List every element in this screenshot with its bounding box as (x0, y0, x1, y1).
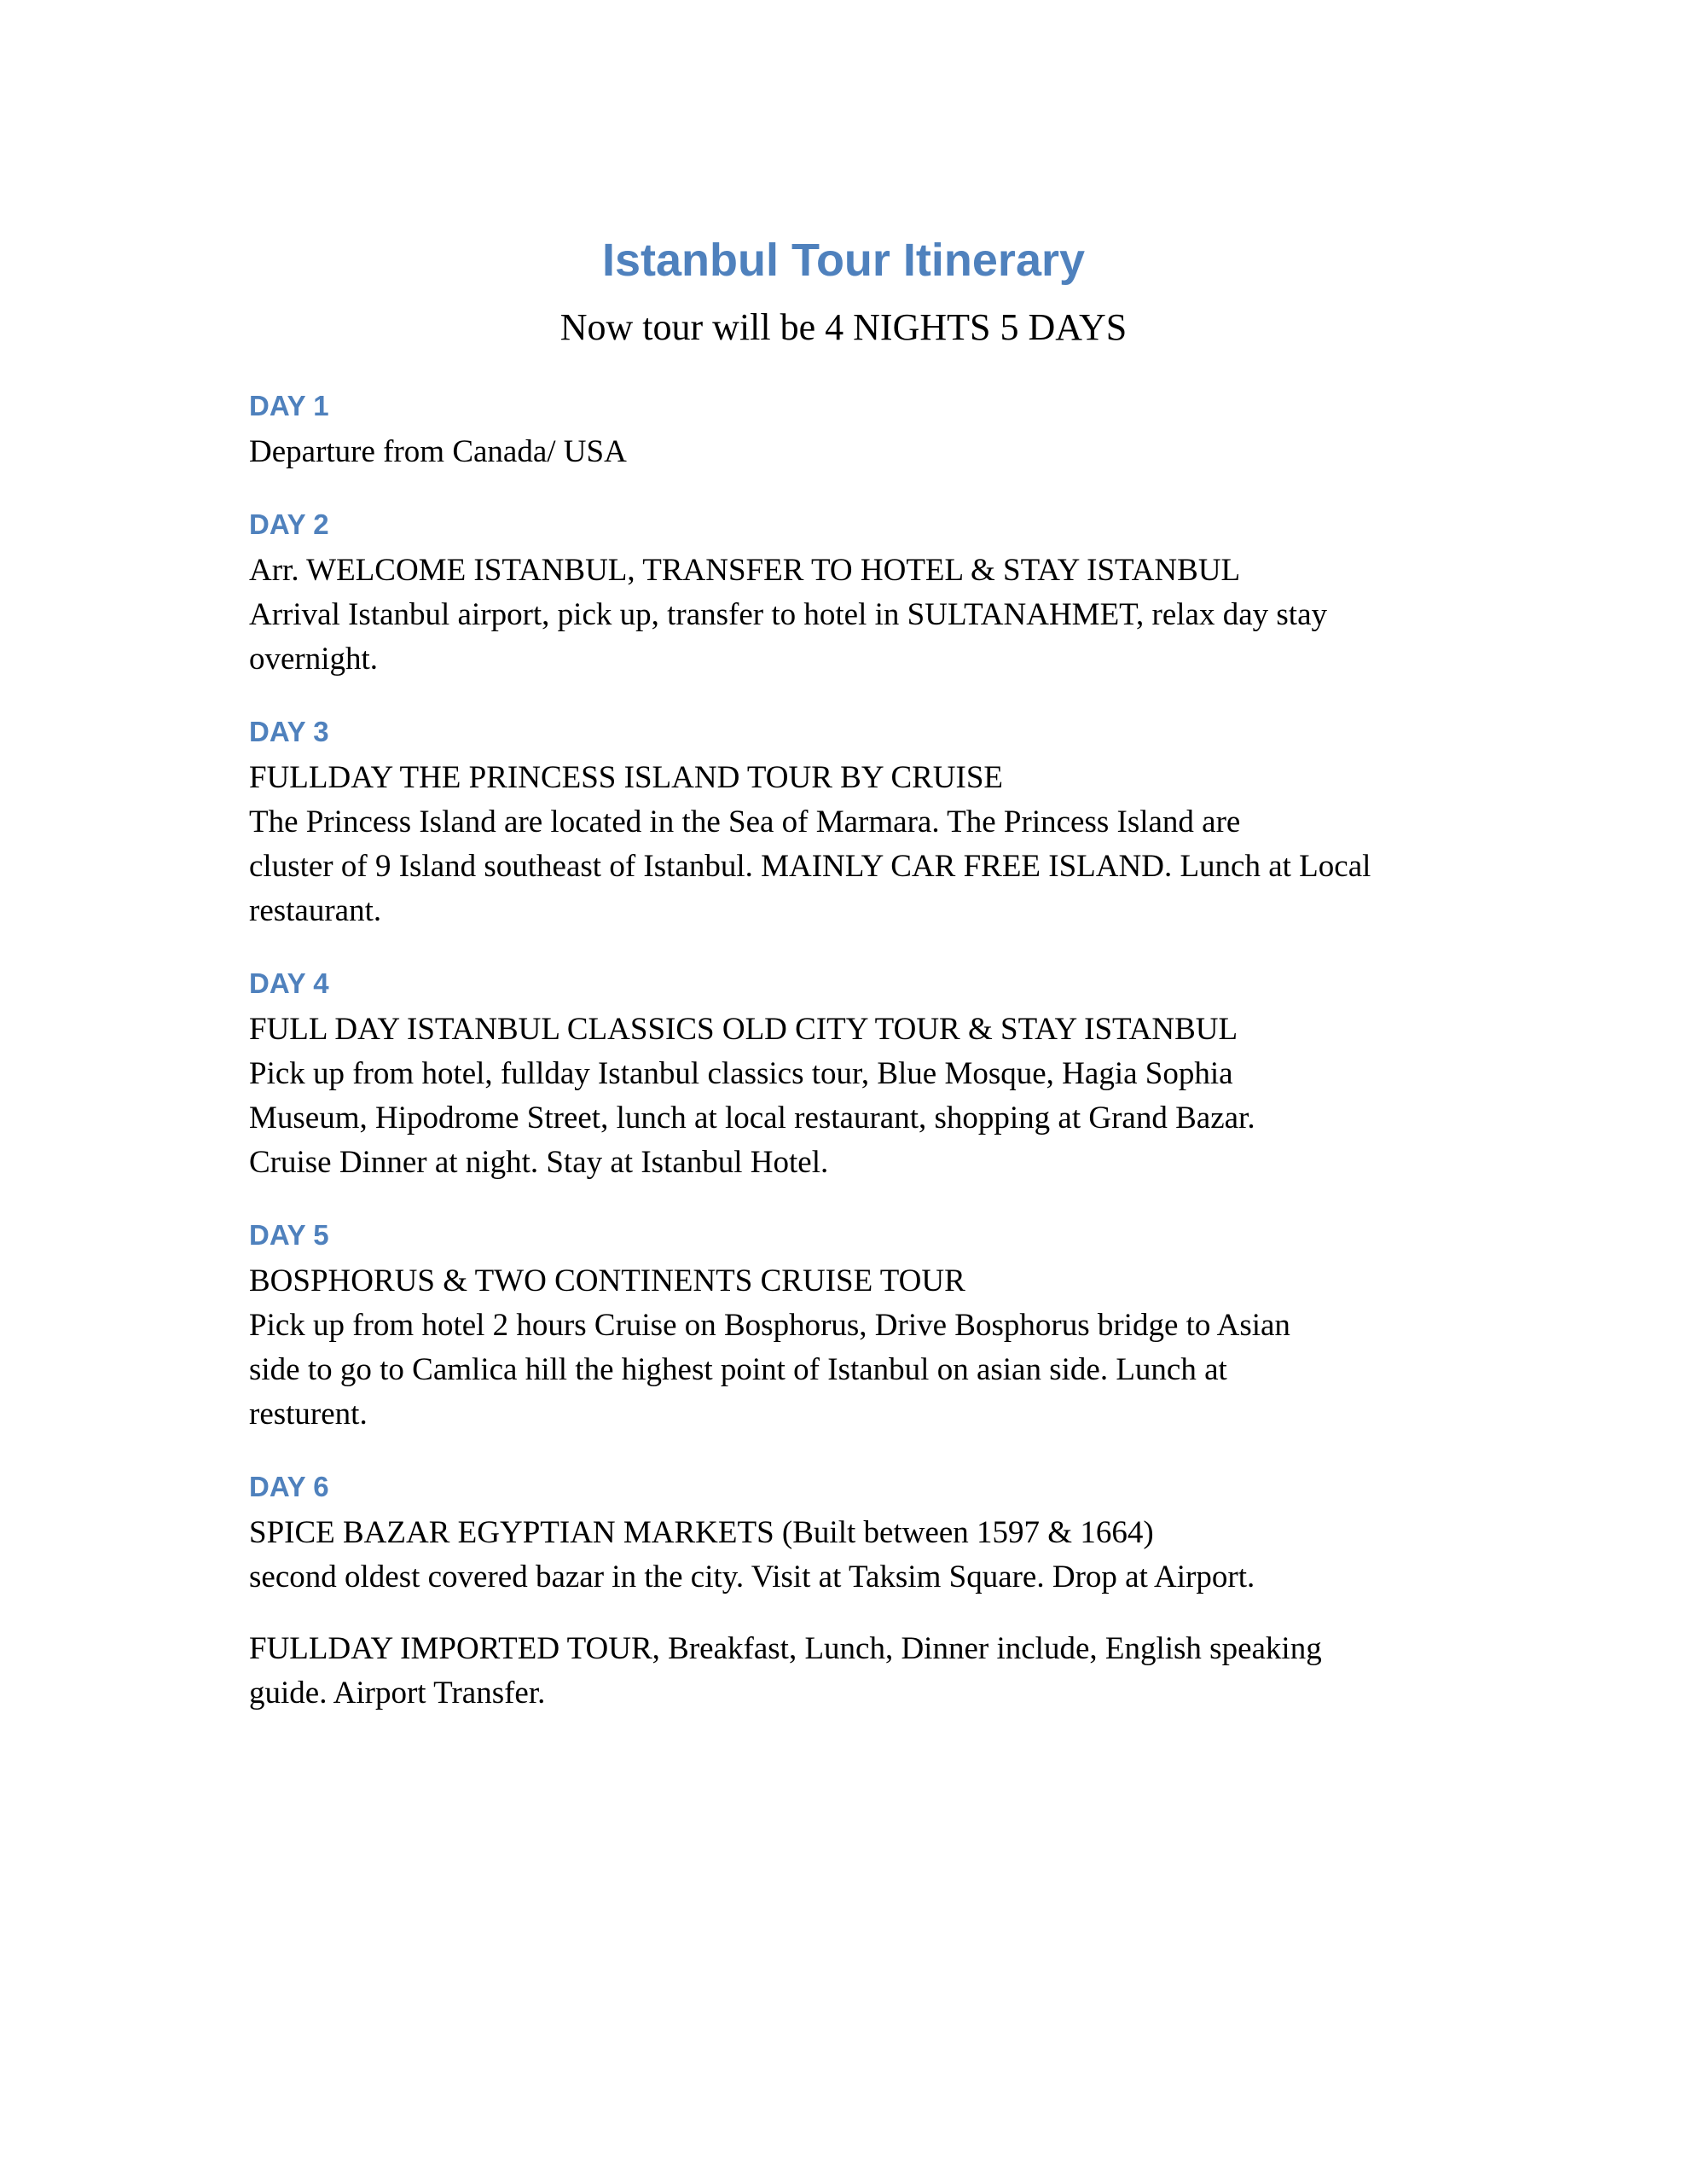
day-description-line: Pick up from hotel 2 hours Cruise on Bosphorus, Drive Bosphorus bridge to Asian (249, 1308, 1290, 1343)
document-subtitle: Now tour will be 4 NIGHTS 5 DAYS (559, 306, 1128, 348)
day-description-line: restaurant. (249, 893, 382, 928)
day-description-line: second oldest covered bazar in the city. Visit at Taksim Square. Drop at Airport. (249, 1560, 1255, 1594)
day-description-line: Museum, Hipodrome Street, lunch at local restaurant, shopping at Grand Bazar. (249, 1101, 1255, 1136)
day-description-line: Cruise Dinner at night. Stay at Istanbul Hotel. (249, 1145, 829, 1180)
day-heading: DAY 4 (249, 967, 329, 999)
day-section-5 (249, 1213, 1528, 1437)
day-heading: DAY 3 (249, 716, 329, 747)
day-section-3 (249, 710, 1528, 933)
day-description-line: overnight. (249, 642, 379, 677)
closing-note-line: guide. Airport Transfer. (249, 1676, 546, 1711)
day-section-6 (249, 1465, 1528, 1600)
day-description-line: cluster of 9 Island southeast of Istanbul. MAINLY CAR FREE ISLAND. Lunch at Local (249, 849, 1371, 884)
day-description-line: resturent. (249, 1397, 368, 1432)
day-title-line: FULL DAY ISTANBUL CLASSICS OLD CITY TOUR & STAY ISTANBUL (249, 1012, 1238, 1047)
day-title-line: FULLDAY THE PRINCESS ISLAND TOUR BY CRUISE (249, 760, 1004, 795)
day-heading: DAY 2 (249, 508, 329, 540)
itinerary-body (249, 384, 1528, 1716)
closing-note-line: FULLDAY IMPORTED TOUR, Breakfast, Lunch, Dinner include, English speaking (249, 1631, 1322, 1666)
day-heading: DAY 6 (249, 1471, 329, 1502)
day-section-2 (249, 502, 1528, 682)
day-description-line: The Princess Island are located in the Sea of Marmara. The Princess Island are (249, 804, 1241, 839)
document-title: Istanbul Tour Itinerary (601, 235, 1086, 286)
day-heading: DAY 1 (249, 390, 329, 421)
day-heading: DAY 5 (249, 1219, 329, 1251)
day-title-line: BOSPHORUS & TWO CONTINENTS CRUISE TOUR (249, 1263, 965, 1298)
day-description-line: side to go to Camlica hill the highest point of Istanbul on asian side. Lunch at (249, 1352, 1227, 1387)
day-description-line: Pick up from hotel, fullday Istanbul classics tour, Blue Mosque, Hagia Sophia (249, 1056, 1233, 1091)
day-section-4 (249, 961, 1528, 1185)
closing-note (249, 1627, 1528, 1716)
day-title-line: Arr. WELCOME ISTANBUL, TRANSFER TO HOTEL & STAY ISTANBUL (249, 553, 1241, 588)
day-title-line: SPICE BAZAR EGYPTIAN MARKETS (Built between 1597 & 1664) (249, 1515, 1154, 1550)
day-description-line: Departure from Canada/ USA (249, 434, 627, 469)
day-section-1 (249, 384, 1528, 474)
day-description-line: Arrival Istanbul airport, pick up, transfer to hotel in SULTANAHMET, relax day stay (249, 597, 1327, 632)
